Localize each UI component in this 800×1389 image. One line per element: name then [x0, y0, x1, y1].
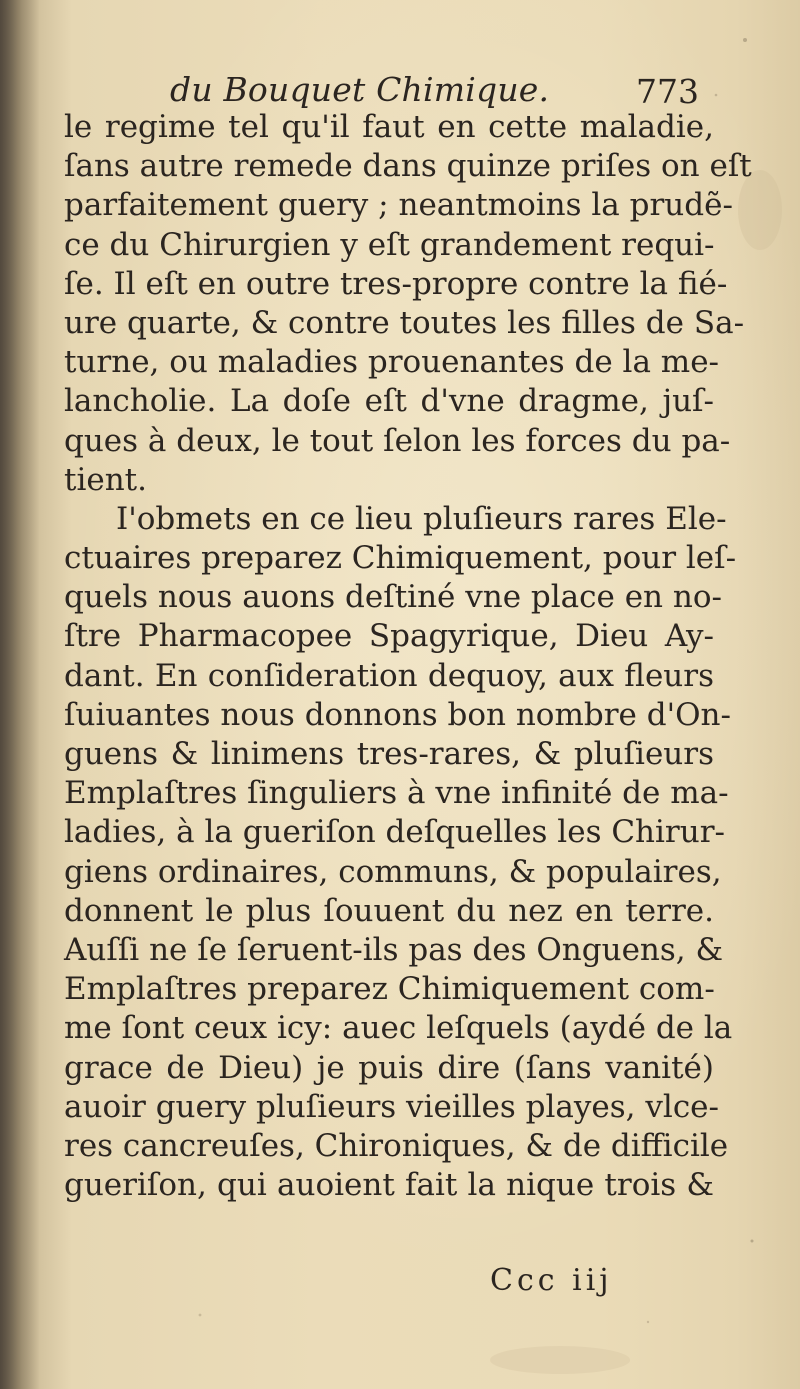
page-number: 773 — [636, 72, 699, 111]
text-line: Emplaſtres preparez Chimiquement com- — [64, 971, 715, 1008]
text-line: ſuiuantes nous donnons bon nombre d'On- — [64, 696, 731, 733]
text-line: tient. — [64, 461, 147, 498]
text-line: giens ordinaires, communs, & populaires, — [64, 853, 722, 890]
text-line: ſtre Pharmacopee Spagyrique, Dieu Ay- — [64, 618, 714, 655]
text-line: ctuaires preparez Chimiquement, pour leſ- — [64, 540, 737, 577]
text-line: ques à deux, le tout ſelon les forces du pa- — [64, 422, 731, 459]
text-line: ladies, à la gueriſon deſquelles les Chirur- — [64, 814, 726, 851]
text-line: turne, ou maladies prouenantes de la me- — [64, 344, 720, 381]
text-line: lancholie. La doſe eſt d'vne dragme, juſ- — [64, 383, 714, 420]
paragraph-start-line: I'obmets en ce lieu pluſieurs rares Ele- — [116, 500, 727, 537]
text-line: parfaitement guery ; neantmoins la prudẽ- — [64, 187, 733, 224]
binding-gutter-shadow — [0, 0, 40, 1389]
text-line: guens & linimens tres-rares, & pluſieurs — [64, 736, 714, 772]
text-line: Emplaſtres ſinguliers à vne infinité de ma- — [64, 775, 729, 812]
text-line: grace de Dieu) je puis dire (ſans vanité) — [64, 1049, 714, 1086]
text-line: gueriſon, qui auoient fait la nique trois & — [64, 1167, 714, 1204]
text-line: res cancreuſes, Chironiques, & de difficile — [64, 1127, 729, 1164]
text-line: le regime tel qu'il faut en cette maladie, — [64, 109, 714, 145]
body-text — [64, 108, 752, 1205]
text-line: donnent le plus ſouuent du nez en terre. — [64, 892, 714, 929]
text-line: ſans autre remede dans quinze priſes on eſt — [64, 148, 752, 185]
text-line: dant. En conſideration dequoy, aux fleurs — [64, 657, 714, 694]
text-line: ſe. Il eſt en outre tres-propre contre la fié- — [64, 265, 728, 302]
signature-mark: Ccc iij — [490, 1263, 613, 1298]
text-line: me ſont ceux icy: auec leſquels (aydé de la — [64, 1010, 733, 1047]
running-title: du Bouquet Chimique. — [170, 70, 550, 109]
text-line: auoir guery pluſieurs vieilles playes, vlce- — [64, 1088, 719, 1125]
text-line: ure quarte, & contre toutes les filles de Sa- — [64, 304, 745, 341]
text-line: ce du Chirurgien y eſt grandement requi- — [64, 226, 715, 263]
text-line: Auſſi ne ſe ſeruent-ils pas des Onguens, & — [64, 931, 724, 968]
text-line: quels nous auons deſtiné vne place en no- — [64, 579, 722, 616]
